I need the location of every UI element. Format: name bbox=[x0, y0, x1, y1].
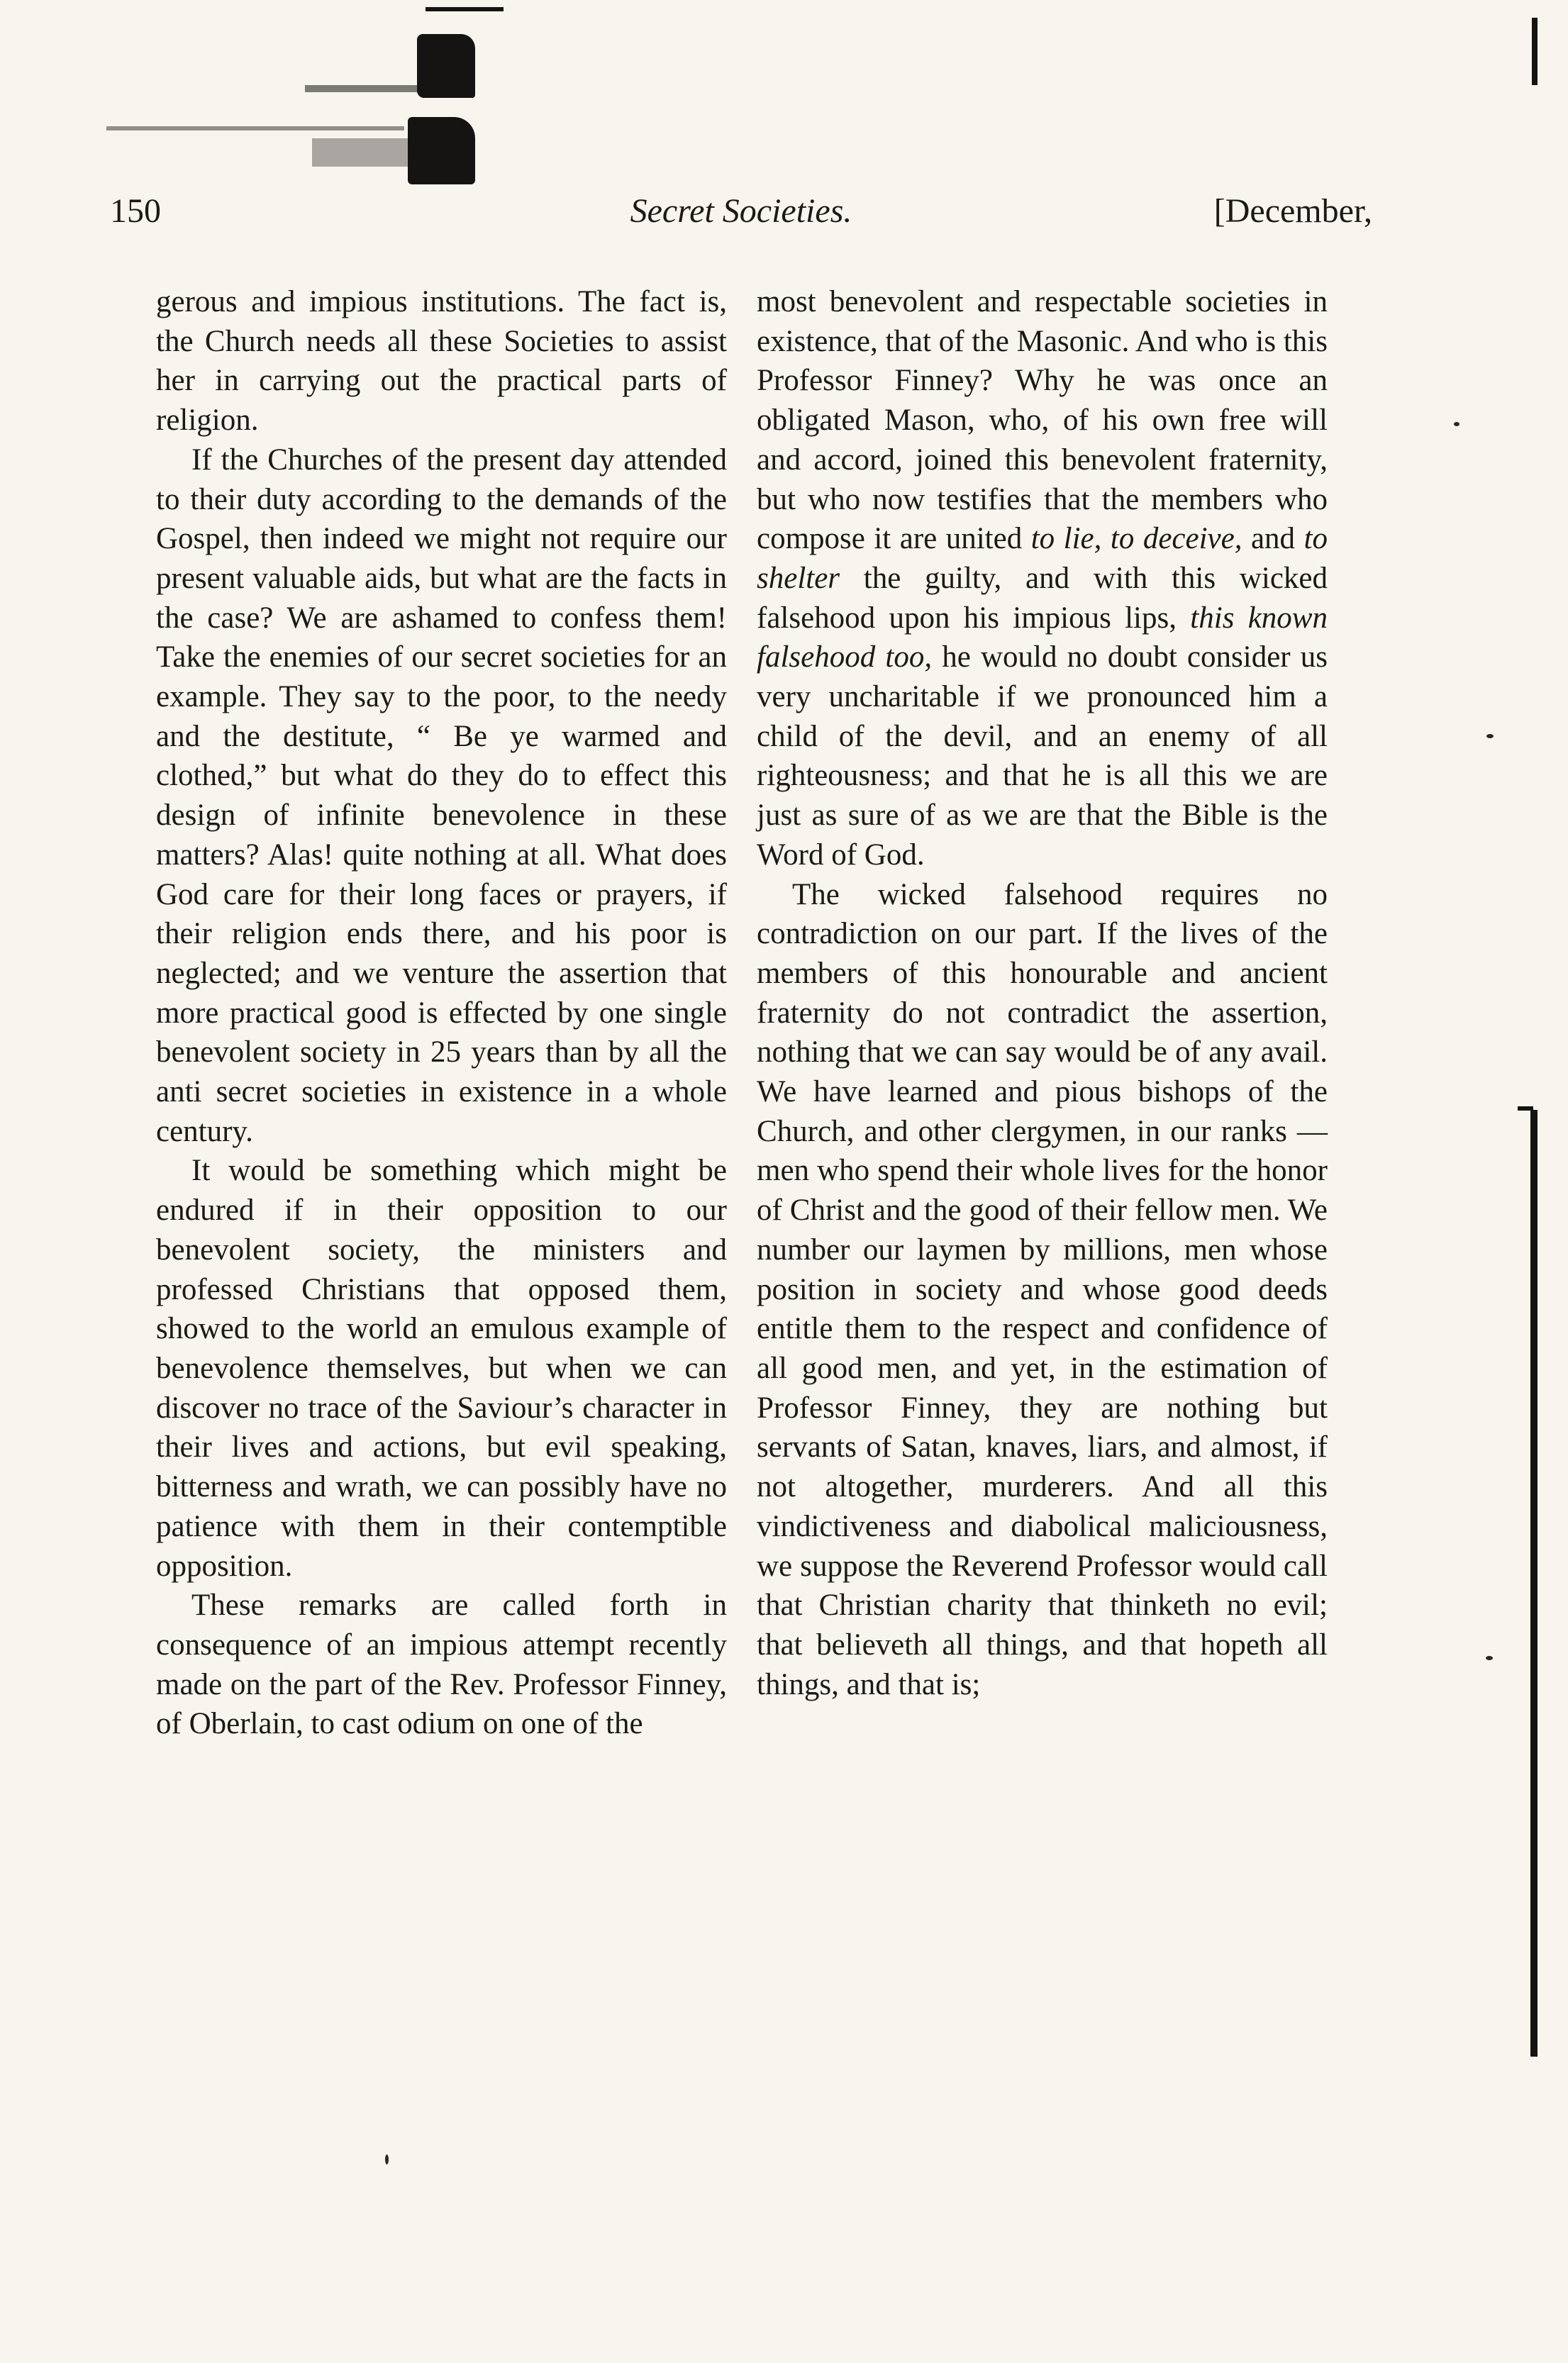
paragraph: The wicked falsehood requires no contradiction on our part. If the lives of the members of this honourable and ancient fraternity do not contradict the assertion, nothing that we can say would be of any avail. We have learned and pious bishops of the Church, and other clergymen, in our ranks —men who spend their whole lives for the honor of Christ and the good of their fellow men. We number our laymen by millions, men whose position in society and whose good deeds entitle them to the respect and confidence of all good men, and yet, in the estimation of Professor Finney, they are nothing but servants of Satan, knaves, liars, and almost, if not altogether, murderers. And all this vindictiveness and diabolical maliciousness, we suppose the Reverend Professor would call that Christian charity that thinketh no evil; that believeth all things, and that hopeth all things, and that is; bbox=[757, 877, 1328, 1701]
running-title: Secret Societies. bbox=[630, 192, 852, 230]
paragraph: If the Churches of the present day attended to their duty according to the demands of the Gospel, then indeed we might not require our present valuable aids, but what are the facts in the case? We are ashamed to confess them! Take the enemies of our secret societies for an example. They say to the poor, to the needy and the destitute, “ Be ye warmed and clothed,” but what do they do to effect this design of infinite benevolence in these matters? Alas! quite nothing at all. What does God care for their long faces or prayers, if their religion ends there, and his poor is neglected; and we venture the assertion that more practical good is effected by one single benevolent society in 25 years than by all the anti secret societies in existence in a whole century. bbox=[156, 443, 727, 1148]
stray-speck bbox=[1486, 1656, 1493, 1660]
paragraph: gerous and impious institutions. The fact is, the Church needs all these Societies to assist her in carrying out the practical parts of religion. bbox=[156, 285, 727, 438]
text-run: the guilty, and with this wicked falsehood upon his impious lips, bbox=[757, 561, 1328, 635]
paragraph: It would be something which might be endured if in their opposition to our benevolent society, the ministers and professed Christians that opposed them, showed to the world an emulous example of benevolence themselves, but when we can discover no trace of the Saviour’s character in their lives and actions, but evil speaking, bitterness and wrath, we can possibly have no patience with them in their contemptible opposition. bbox=[156, 1154, 727, 1583]
header-month: [December, bbox=[1213, 192, 1372, 230]
italic-run: to lie, to deceive, bbox=[1030, 522, 1242, 556]
right-column bbox=[757, 282, 1328, 1704]
page-number: 150 bbox=[110, 192, 161, 230]
ink-blot bbox=[426, 7, 504, 11]
text-run: and bbox=[1242, 522, 1304, 556]
page-edge-rule bbox=[1530, 1110, 1538, 2057]
page-edge-rule bbox=[1532, 18, 1538, 85]
ink-blot bbox=[312, 138, 408, 167]
page-edge-rule bbox=[1518, 1106, 1533, 1111]
ink-blot bbox=[408, 117, 475, 184]
text-run: he would no doubt consider us very uncharitable if we pronounced him a child of the devil, and an enemy of all righteousness; and that he is all this we are just as sure of as we are that the Bible is the Word of God. bbox=[757, 640, 1328, 872]
ink-blot bbox=[305, 85, 475, 92]
running-header bbox=[110, 191, 1372, 241]
italic-run: to shelter bbox=[757, 522, 1328, 595]
stray-speck bbox=[1454, 422, 1459, 426]
stray-speck bbox=[385, 2154, 389, 2164]
italic-run: this known falsehood too, bbox=[757, 601, 1328, 674]
paragraph: These remarks are called forth in consequence of an impious attempt recently made on the part of the Rev. Professor Finney, of Oberlain, to cast odium on one of the bbox=[156, 1589, 727, 1741]
paragraph bbox=[757, 282, 1328, 875]
stray-speck bbox=[1486, 734, 1494, 738]
text-run: most benevolent and respectable societies in existence, that of the Masonic. And who is this Professor Finney? Why he was once an obligated Mason, who, of his own free will and accord, joined this benevolent fraternity, but who now testifies that the members who compose it are united bbox=[757, 285, 1328, 556]
left-column bbox=[156, 282, 727, 1744]
ink-blot bbox=[106, 126, 404, 130]
